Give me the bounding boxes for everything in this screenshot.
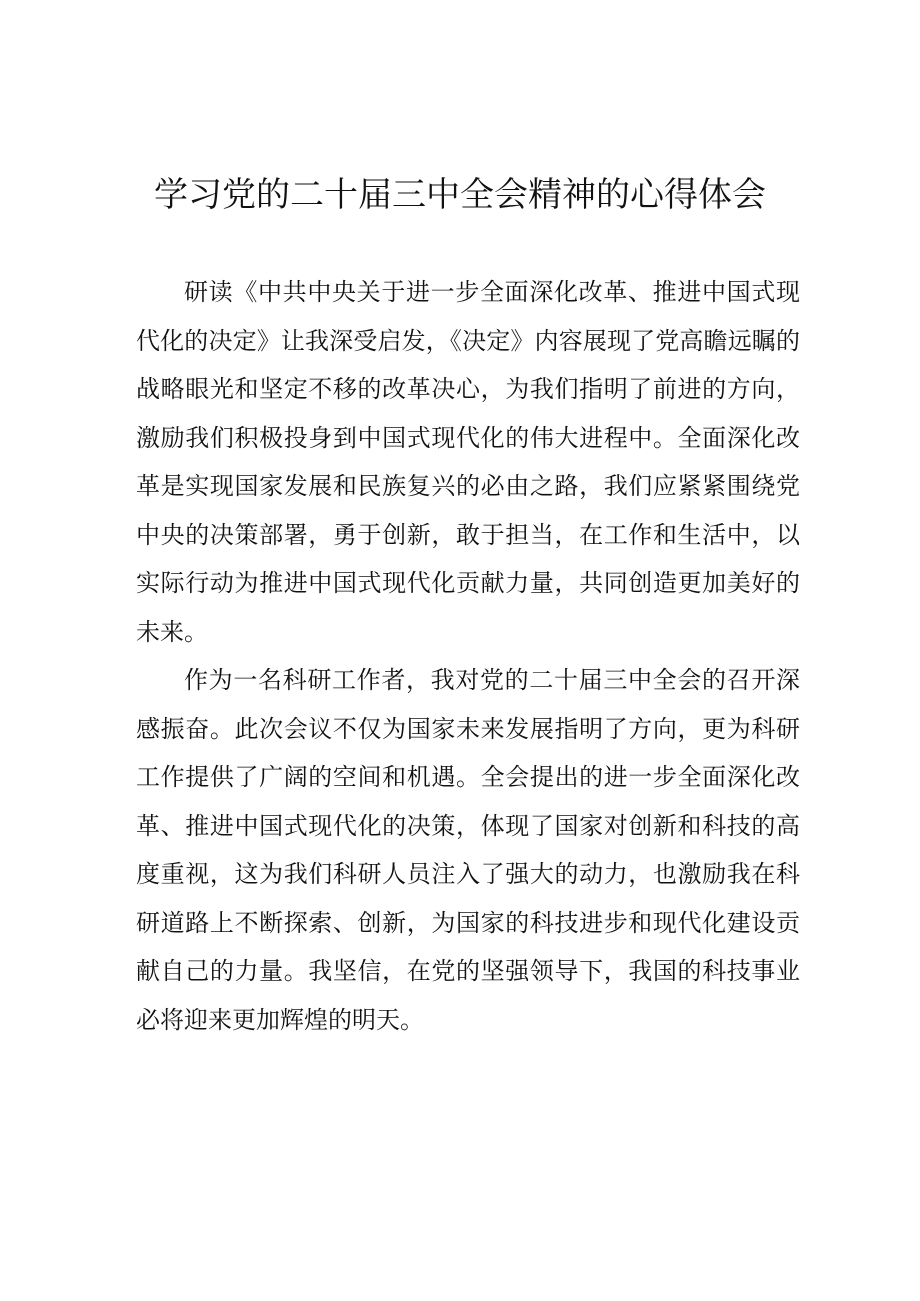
- document-body: [136, 268, 800, 1044]
- body-paragraph: 研读《中共中央关于进一步全面深化改革、推进中国式现代化的决定》让我深受启发，《决定》内容展现了党高瞻远瞩的战略眼光和坚定不移的改革决心，为我们指明了前进的方向，激励我们积极投身到中国式现代化的伟大进程中。全面深化改革是实现国家发展和民族复兴的必由之路，我们应紧紧围绕党中央的决策部署，勇于创新，敢于担当，在工作和生活中，以实际行动为推进中国式现代化贡献力量，共同创造更加美好的未来。: [136, 278, 800, 646]
- document-title: 学习党的二十届三中全会精神的心得体会: [154, 175, 766, 215]
- body-paragraph: 作为一名科研工作者，我对党的二十届三中全会的召开深感振奋。此次会议不仅为国家未来发展指明了方向，更为科研工作提供了广阔的空间和机遇。全会提出的进一步全面深化改革、推进中国式现代化的决策，体现了国家对创新和科技的高度重视，这为我们科研人员注入了强大的动力，也激励我在科研道路上不断探索、创新，为国家的科技进步和现代化建设贡献自己的力量。我坚信，在党的坚强领导下，我国的科技事业必将迎来更加辉煌的明天。: [136, 666, 800, 1034]
